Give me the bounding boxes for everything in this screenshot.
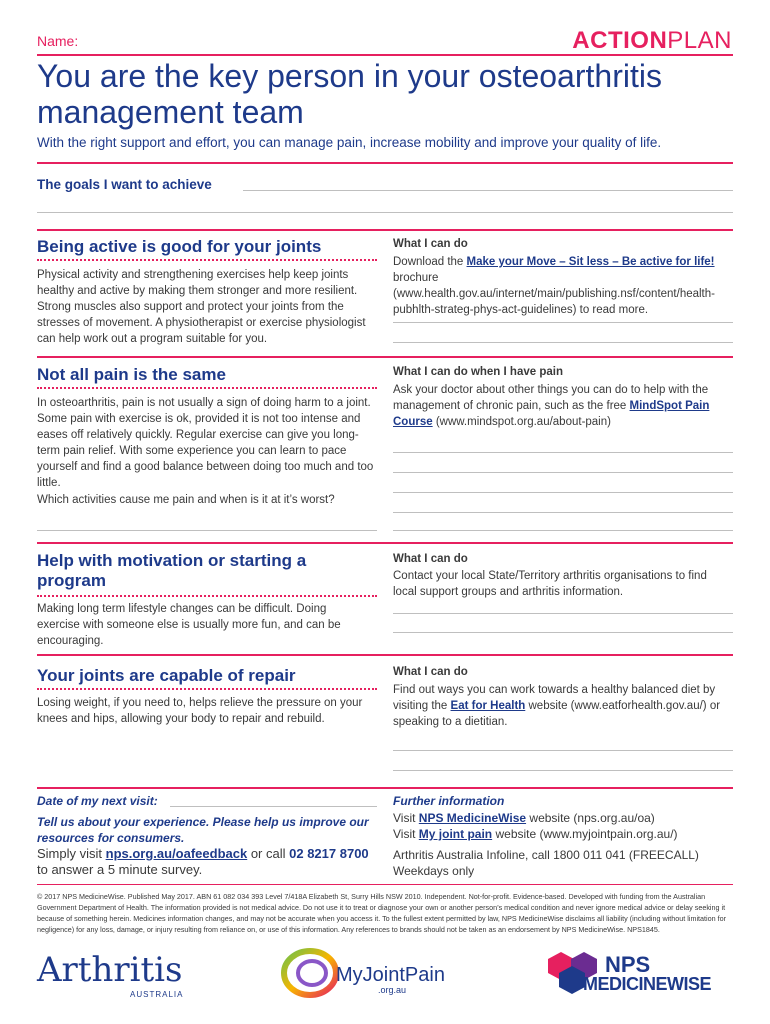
- arthritis-australia-logo: Arthritis: [37, 950, 183, 990]
- heading-dots: [37, 688, 377, 690]
- feedback-text: Simply visit nps.org.au/oafeedback or call 02 8217 8700 to answer a 5 minute survey.: [37, 846, 369, 877]
- section-body-active: Physical activity and strengthening exercises help keep joints healthy and active by making them stronger and more resilient. Strong muscles also support and protect your joints from the stresses of movement. A physiotherapist or exercise physiologist can help work out a program suitable for you.: [37, 269, 366, 345]
- eat-for-health-link[interactable]: Eat for Health: [450, 700, 526, 712]
- answer-line[interactable]: [393, 530, 733, 531]
- arthritis-australia-sub: AUSTRALIA: [130, 990, 184, 999]
- pain-question: Which activities cause me pain and when is it at it’s worst?: [37, 494, 335, 506]
- medicinewise-logo-text: MEDICINEWISE: [583, 974, 712, 994]
- what-label: What I can do: [393, 553, 468, 565]
- next-visit-line[interactable]: [170, 806, 377, 807]
- what-label: What I can do: [393, 238, 468, 250]
- answer-line[interactable]: [393, 342, 733, 343]
- footer-rule: [37, 884, 733, 885]
- make-your-move-link[interactable]: Make your Move – Sit less – Be active for life!: [466, 256, 715, 268]
- what-text-repair: Find out ways you can work towards a healthy balanced diet by visiting the Eat for Health website (www.eatforhealth.gov.au/) or speaking to a dietitian.: [393, 684, 721, 728]
- heading-dots: [37, 595, 377, 597]
- goals-line-1[interactable]: [243, 190, 733, 191]
- section-heading-motivation: Help with motivation or starting a program: [37, 551, 307, 590]
- myjointpain-logo-text: MyJointPain: [336, 964, 445, 986]
- section-heading-repair: Your joints are capable of repair: [37, 666, 296, 685]
- answer-line[interactable]: [393, 492, 733, 493]
- answer-line[interactable]: [393, 613, 733, 614]
- myjointpain-swirl-icon: [280, 945, 340, 1000]
- further-info-2: Visit My joint pain website (www.myjointpain.org.au/): [393, 827, 678, 841]
- brand-light: PLAN: [667, 27, 732, 54]
- answer-line[interactable]: [393, 322, 733, 323]
- section-divider: [37, 356, 733, 358]
- what-label: What I can do: [393, 666, 468, 678]
- section-body-motivation: Making long term lifestyle changes can be difficult. Doing exercise with someone else is usually more fun, and can be encouraging.: [37, 603, 341, 647]
- what-text-motivation: Contact your local State/Territory arthritis organisations to find local support groups and arthritis information.: [393, 570, 707, 598]
- heading-dots: [37, 259, 377, 261]
- feedback-phone[interactable]: 02 8217 8700: [289, 846, 369, 861]
- answer-line[interactable]: [393, 770, 733, 771]
- page-title: You are the key person in your osteoarthritis management team: [37, 58, 662, 130]
- feedback-heading: Tell us about your experience. Please help us improve our resources for consumers.: [37, 815, 369, 845]
- mindspot-link[interactable]: MindSpot Pain Course: [393, 400, 710, 428]
- what-text-pain: Ask your doctor about other things you can do to help with the management of chronic pain, such as the free MindSpot Pain Course (www.mindspot.org.au/about-pain): [393, 384, 710, 428]
- fine-print: © 2017 NPS MedicineWise. Published May 2017. ABN 61 082 034 393 Level 7/418A Elizabeth St, Surry Hills NSW 2010. Independent. Not-for-profit. Evidence-based. Developed with funding from the Australian Government Department of Health. The information provided is not medical advice. Do not use it to treat or diagnose your own or another person’s medical condition and never ignore medical advice or delay seeking it because of something herein. Medicines information changes, and may not be accurate when you access it. To the fullest extent permitted by law, NPS MedicineWise disclaims all liability (including without limitation for negligence) for any loss, damage, or injury resulting from reliance on, or use of this information. Any references to brands should not be taken as an endorsement by NPS MedicineWise. NPS1845.: [37, 892, 727, 934]
- answer-line[interactable]: [393, 512, 733, 513]
- page-subtitle: With the right support and effort, you can manage pain, increase mobility and improve your quality of life.: [37, 135, 662, 150]
- answer-line[interactable]: [393, 452, 733, 453]
- infoline-text: Arthritis Australia Infoline, call 1800 011 041 (FREECALL): [393, 848, 699, 862]
- what-text-active: Download the Make your Move – Sit less – Be active for life! brochure (www.health.gov.au/internet/main/publishing.nsf/content/health-pubhlth-strateg-phys-act-guidelines) to read more.: [393, 256, 715, 316]
- further-info-heading: Further information: [393, 794, 505, 808]
- name-label: Name:: [37, 33, 79, 49]
- what-label: What I can do when I have pain: [393, 366, 563, 378]
- my-joint-pain-link[interactable]: My joint pain: [418, 827, 493, 841]
- further-info-1: Visit NPS MedicineWise website (nps.org.au/oa): [393, 811, 655, 825]
- action-plan-brand: [572, 27, 732, 55]
- nps-logo-text: NPS: [605, 952, 651, 977]
- header-rule: [37, 54, 733, 56]
- answer-line[interactable]: [393, 632, 733, 633]
- myjointpain-logo-sub: .org.au: [378, 985, 407, 995]
- nps-medicinewise-link[interactable]: NPS MedicineWise: [418, 811, 527, 825]
- next-visit-label: Date of my next visit:: [37, 794, 158, 808]
- section-body-pain: In osteoarthritis, pain is not usually a sign of doing harm to a joint. Some pain with exercise is ok, provided it is not too intense and eases off relatively quickly. Regular exercise can give you long-term pain relief. With some experience you can learn to pace yourself and find a good balance between doing too much and too little.: [37, 397, 374, 489]
- brand-bold: ACTION: [572, 27, 668, 54]
- feedback-link[interactable]: nps.org.au/oafeedback: [105, 846, 248, 861]
- heading-dots: [37, 387, 377, 389]
- subtitle-rule: [37, 162, 733, 164]
- answer-line[interactable]: [393, 750, 733, 751]
- section-divider: [37, 542, 733, 544]
- section-divider: [37, 229, 733, 231]
- section-body-repair: Losing weight, if you need to, helps relieve the pressure on your knees and hips, allowing your body to repair and rebuild.: [37, 697, 363, 725]
- weekdays-text: Weekdays only: [393, 864, 475, 878]
- answer-line[interactable]: [37, 530, 377, 531]
- goals-label: The goals I want to achieve: [37, 177, 212, 192]
- section-divider: [37, 654, 733, 656]
- section-divider: [37, 787, 733, 789]
- answer-line[interactable]: [393, 472, 733, 473]
- section-heading-active: Being active is good for your joints: [37, 237, 322, 256]
- goals-line-2[interactable]: [37, 212, 733, 213]
- section-heading-pain: Not all pain is the same: [37, 365, 226, 384]
